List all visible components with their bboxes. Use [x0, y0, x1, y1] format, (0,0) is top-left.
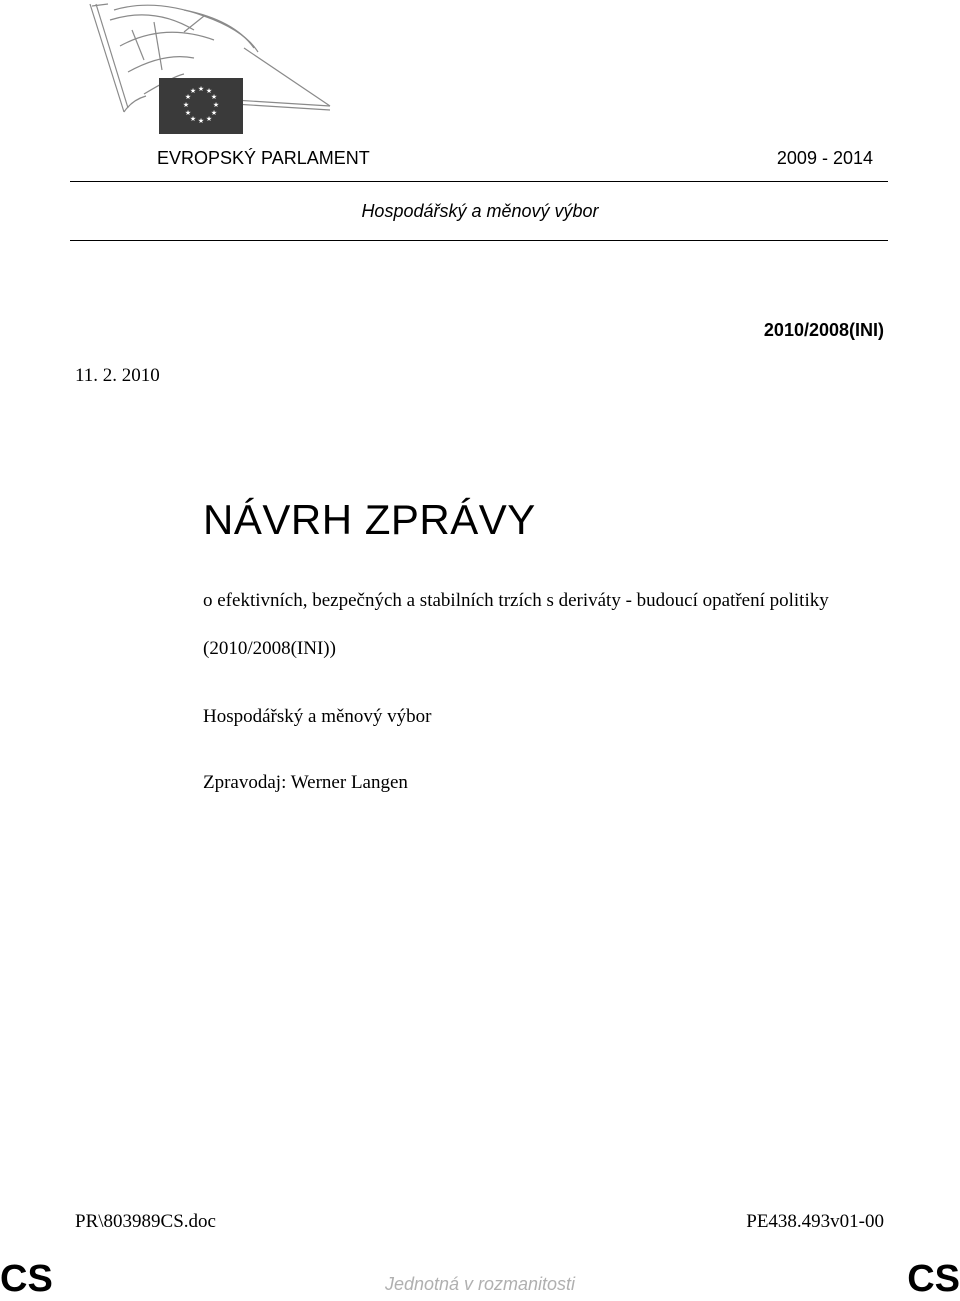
- european-parliament-logo: [84, 0, 334, 140]
- document-type-title: NÁVRH ZPRÁVY: [203, 496, 536, 543]
- svg-text:★: ★: [184, 109, 192, 117]
- document-date: 11. 2. 2010: [75, 365, 160, 386]
- svg-text:★: ★: [197, 85, 205, 93]
- procedure-number: (2010/2008(INI)): [203, 638, 336, 659]
- file-reference: PR\803989CS.doc: [75, 1211, 216, 1232]
- header-divider-top: [70, 181, 888, 182]
- svg-text:★: ★: [184, 93, 192, 101]
- procedure-reference: 2010/2008(INI): [763, 320, 884, 340]
- header-divider-bottom: [70, 240, 888, 241]
- report-subject: o efektivních, bezpečných a stabilních trzích s deriváty - budoucí opatření politiky: [203, 590, 829, 611]
- svg-text:★: ★: [210, 93, 218, 101]
- committee-name: Hospodářský a měnový výbor: [203, 706, 432, 727]
- rapporteur: Zpravodaj: Werner Langen: [203, 772, 408, 793]
- svg-text:★: ★: [197, 117, 205, 125]
- svg-text:★: ★: [182, 101, 190, 109]
- organization-name: EVROPSKÝ PARLAMENT: [157, 148, 370, 168]
- svg-text:★: ★: [212, 101, 220, 109]
- eu-motto: Jednotná v rozmanitosti: [384, 1274, 576, 1294]
- svg-text:★: ★: [189, 87, 197, 95]
- header-committee: Hospodářský a měnový výbor: [361, 201, 599, 221]
- language-code-right: CS: [907, 1258, 960, 1300]
- language-code-left: CS: [0, 1258, 53, 1300]
- svg-text:★: ★: [210, 109, 218, 117]
- parliamentary-term: 2009 - 2014: [776, 148, 873, 168]
- pe-reference: PE438.493v01-00: [746, 1211, 884, 1232]
- svg-text:★: ★: [189, 115, 197, 123]
- svg-text:★: ★: [205, 115, 213, 123]
- svg-text:★: ★: [205, 87, 213, 95]
